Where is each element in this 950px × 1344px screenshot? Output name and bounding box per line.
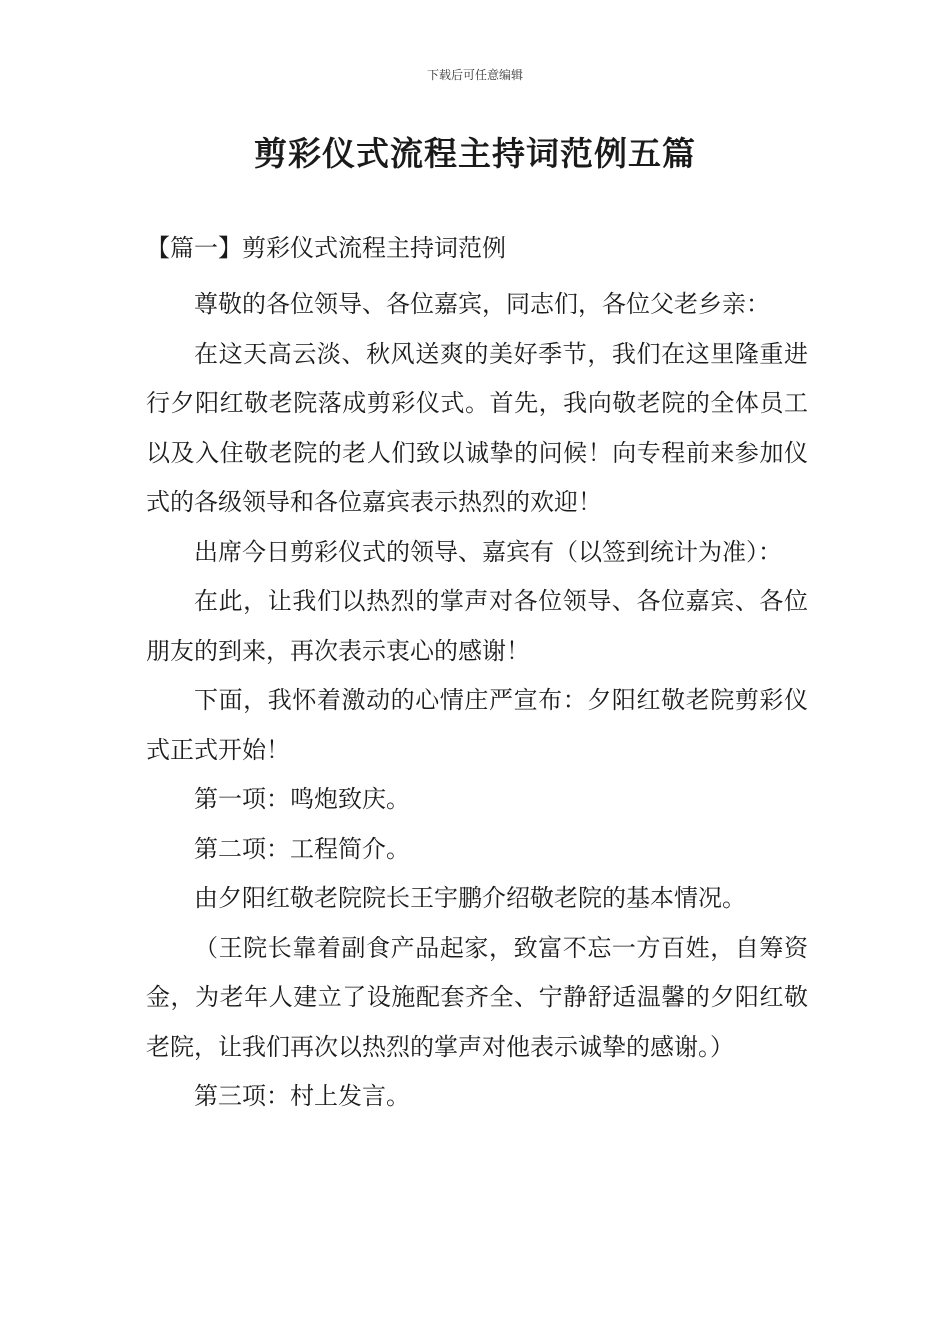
document-title: 剪彩仪式流程主持词范例五篇: [254, 134, 696, 173]
section-heading: 【篇一】剪彩仪式流程主持词范例: [146, 234, 506, 262]
header-note: 下载后可任意编辑: [426, 68, 523, 82]
paragraph-item-one: 第一项：鸣炮致庆。: [194, 785, 410, 813]
paragraph-opening: 在这天高云淡、秋风送爽的美好季节，我们在这里隆重进行夕阳红敬老院落成剪彩仪式。首先，我向敬老院的全体员工以及入住敬老院的老人们致以诚挚的问候！向专程前来参加仪式的各级领导和各位嘉宾表示热烈的欢迎！: [146, 339, 808, 516]
paragraph-introduction: 由夕阳红敬老院院长王宇鹏介绍敬老院的基本情况。: [194, 884, 746, 912]
paragraph-director-note: （王院长靠着副食产品起家，致富不忘一方百姓，自筹资金，为老年人建立了设施配套齐全、宁静舒适温馨的夕阳红敬老院，让我们再次以热烈的掌声对他表示诚挚的感谢。）: [146, 933, 808, 1061]
document-body: [146, 230, 808, 1122]
paragraph-item-three: 第三项：村上发言。: [194, 1082, 410, 1110]
paragraph-attendees: 出席今日剪彩仪式的领导、嘉宾有（以签到统计为准）：: [194, 537, 782, 566]
paragraph-item-two: 第二项：工程简介。: [194, 834, 410, 863]
paragraph-salutation: 尊敬的各位领导、各位嘉宾，同志们，各位父老乡亲：: [194, 290, 770, 318]
paragraph-thanks: 在此，让我们以热烈的掌声对各位领导、各位嘉宾、各位朋友的到来，再次表示衷心的感谢！: [146, 587, 808, 665]
paragraph-announcement: 下面，我怀着激动的心情庄严宣布：夕阳红敬老院剪彩仪式正式开始！: [146, 686, 808, 764]
